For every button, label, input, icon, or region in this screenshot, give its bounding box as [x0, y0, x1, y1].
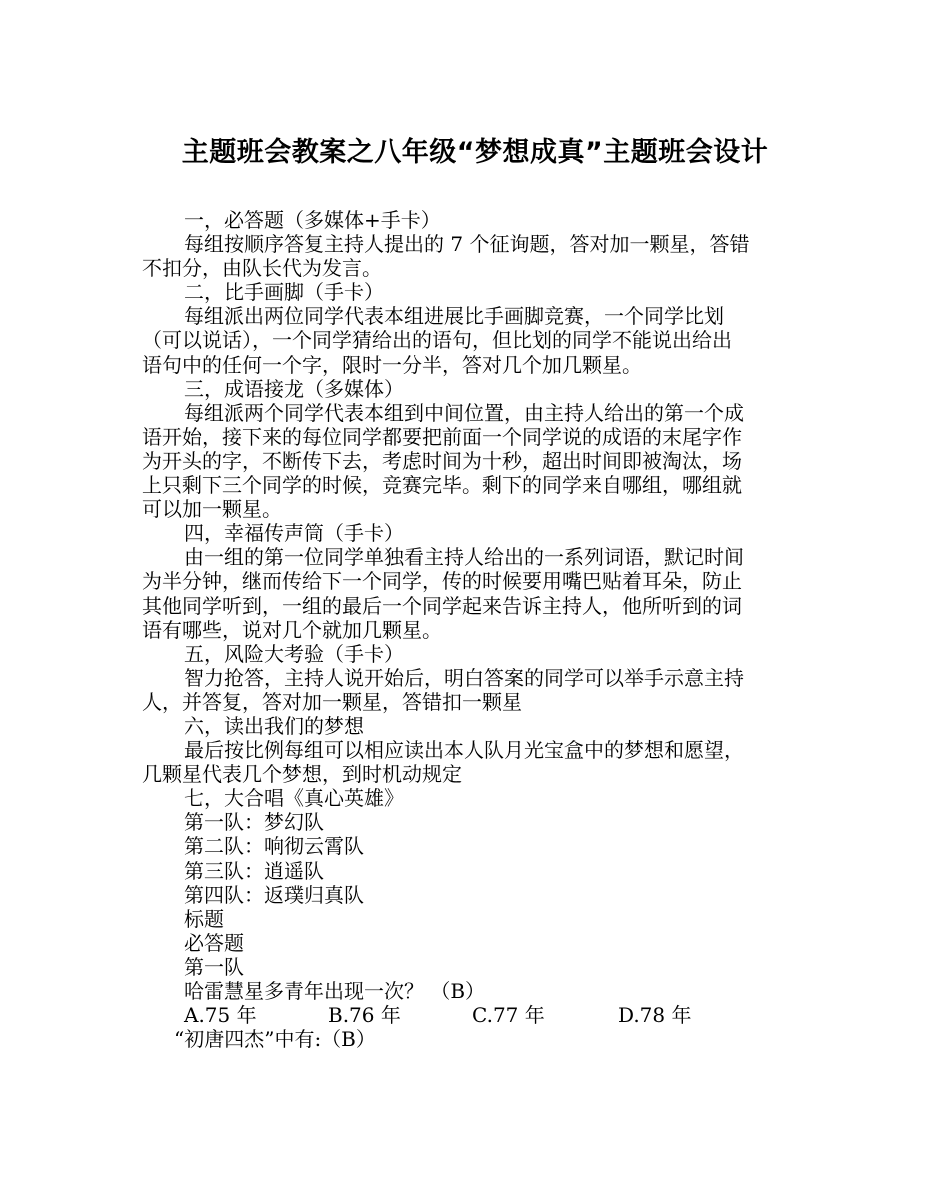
paragraph-line: 为开头的字，不断传下去，考虑时间为十秒，超出时间即被淘汰，场 — [142, 448, 742, 473]
paragraph-line: 三，成语接龙（多媒体） — [184, 376, 404, 401]
document-body — [142, 208, 810, 1051]
paragraph-line: 其他同学听到，一组的最后一个同学起来告诉主持人，他所听到的词 — [142, 593, 742, 618]
paragraph-line: 标题 — [184, 906, 224, 931]
paragraph-line: 哈雷慧星多青年出现一次？ （B） — [184, 979, 486, 1003]
paragraph-line: 七，大合唱《真心英雄》 — [184, 786, 404, 811]
paragraph-line: 语开始，接下来的每位同学都要把前面一个同学说的成语的末尾字作 — [142, 424, 742, 449]
paragraph-line: 上只剩下三个同学的时候，竞赛完毕。剩下的同学来自哪组，哪组就 — [142, 473, 742, 498]
option-d: D.78 年 — [618, 1003, 692, 1028]
paragraph-line: 六，读出我们的梦想 — [184, 713, 364, 738]
paragraph-line: 可以加一颗星。 — [142, 497, 282, 522]
paragraph-line: 第一队：梦幻队 — [184, 810, 324, 835]
paragraph-line: 五，风险大考验（手卡） — [184, 641, 404, 666]
paragraph-line: 不扣分，由队长代为发言。 — [142, 256, 382, 281]
paragraph-line: 几颗星代表几个梦想，到时机动规定 — [142, 762, 462, 787]
paragraph-line: 第四队：返璞归真队 — [184, 882, 364, 907]
paragraph-line: 智力抢答，主持人说开始后，明白答案的同学可以举手示意主持 — [184, 665, 744, 690]
paragraph-line: 第三队：逍遥队 — [184, 858, 324, 883]
answer-options — [142, 1003, 810, 1027]
paragraph-line: （可以说话），一个同学猜给出的语句，但比划的同学不能说出给出 — [142, 328, 732, 353]
paragraph-line: 语有哪些，说对几个就加几颗星。 — [142, 617, 442, 642]
paragraph-line: 第一队 — [184, 954, 244, 979]
paragraph-line: 二，比手画脚（手卡） — [184, 280, 384, 305]
paragraph-line: 由一组的第一位同学单独看主持人给出的一系列词语，默记时间 — [184, 545, 744, 570]
paragraph-line: 每组派出两位同学代表本组进展比手画脚竞赛，一个同学比划 — [184, 304, 724, 329]
paragraph-line: 一，必答题（多媒体+手卡） — [184, 208, 441, 232]
paragraph-line: 每组按顺序答复主持人提出的 7 个征询题，答对加一颗星，答错 — [184, 232, 750, 257]
paragraph-line: 人，并答复，答对加一颗星，答错扣一颗星 — [142, 689, 522, 714]
paragraph-line: 必答题 — [184, 930, 244, 955]
option-a: A.75 年 — [184, 1003, 257, 1028]
paragraph-line: 最后按比例每组可以相应读出本人队月光宝盒中的梦想和愿望， — [184, 738, 744, 763]
paragraph-line: 四，幸福传声筒（手卡） — [184, 521, 404, 546]
question-line: “初唐四杰”中有:（B） — [174, 1027, 376, 1052]
paragraph-line: 每组派两个同学代表本组到中间位置，由主持人给出的第一个成 — [184, 400, 744, 425]
option-b: B.76 年 — [328, 1003, 401, 1028]
option-c: C.77 年 — [472, 1003, 545, 1028]
paragraph-line: 为半分钟，继而传给下一个同学，传的时候要用嘴巴贴着耳朵，防止 — [142, 569, 742, 594]
paragraph-line: 语句中的任何一个字，限时一分半，答对几个加几颗星。 — [142, 352, 642, 377]
page-title: 主题班会教案之八年级“梦想成真”主题班会设计 — [181, 137, 769, 168]
paragraph-line: 第二队：响彻云霄队 — [184, 834, 364, 859]
